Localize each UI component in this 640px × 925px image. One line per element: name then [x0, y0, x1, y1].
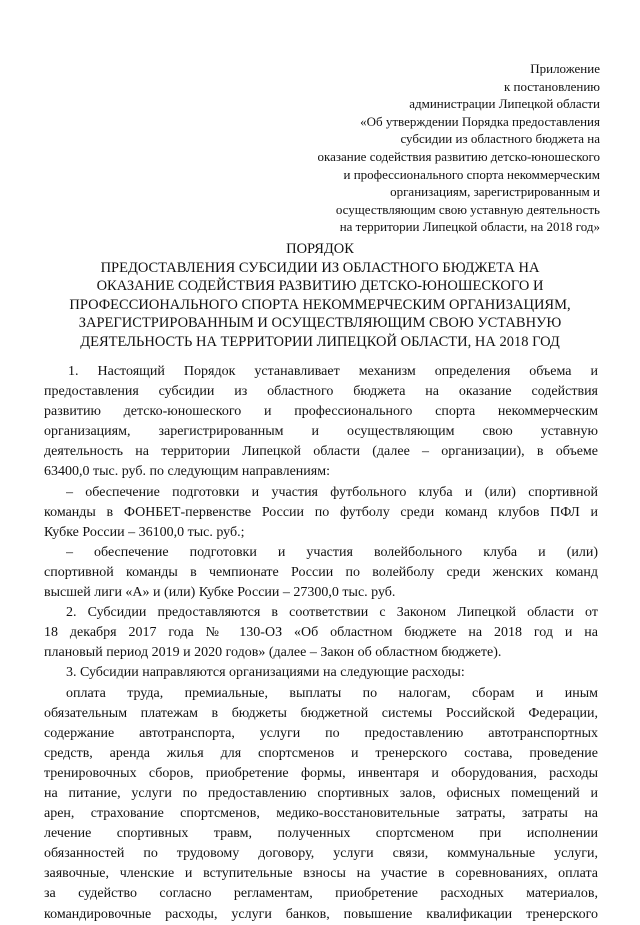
appendix-line: администрации Липецкой области	[409, 96, 600, 112]
body-line: – обеспечение подготовки и участия футбольного клуба и (или) спортивной	[66, 484, 598, 500]
title-line: ПОРЯДОК	[286, 241, 354, 257]
appendix-line: субсидии из областного бюджета на	[400, 131, 600, 147]
body-line: 3. Субсидии направляются организациями на следующие расходы:	[66, 665, 465, 681]
body-line: 1. Настоящий Порядок устанавливает механизм определения объема и	[68, 364, 598, 379]
body-line: лечение спортивных травм, полученных спортсменом при исполнении	[44, 826, 598, 842]
body-line: высшей лиги «А» и (или) Кубке России – 27300,0 тыс. руб.	[44, 585, 396, 601]
body-line: обязанностей по трудовому договору, услуги связи, коммунальные услуги,	[44, 846, 598, 862]
appendix-line: осуществляющим свою уставную деятельность	[335, 201, 600, 217]
appendix-line: организациям, зарегистрированным и	[390, 184, 600, 200]
appendix-line: на территории Липецкой области, на 2018 год»	[339, 219, 600, 235]
appendix-line: «Об утверждении Порядка предоставления	[360, 113, 600, 129]
body-line: плановый период 2019 и 2020 годов» (далее – Закон об областном бюджете).	[44, 645, 502, 661]
body-line: на питание, услуги по предоставлению спортивных залов, офисных помещений и	[44, 785, 598, 801]
title-line: ПРОФЕССИОНАЛЬНОГО СПОРТА НЕКОММЕРЧЕСКИМ ОРГАНИЗАЦИЯМ,	[69, 296, 571, 313]
body-line: арен, страхование спортсменов, медико-восстановительные затраты, затраты на	[44, 806, 598, 822]
body-line: 2. Субсидии предоставляются в соответствии с Законом Липецкой области от	[66, 605, 598, 621]
body-line: содержание автотранспорта, услуги по предоставлению автотранспортных	[44, 725, 598, 741]
title-line: ПРЕДОСТАВЛЕНИЯ СУБСИДИИ ИЗ ОБЛАСТНОГО БЮДЖЕТА НА	[100, 259, 540, 276]
title-line: ЗАРЕГИСТРИРОВАННЫМ И ОСУЩЕСТВЛЯЮЩИМ СВОЮ УСТАВНУЮ	[78, 315, 562, 332]
body-line: спортивной команды в чемпионате России по волейболу среди женских команд	[44, 564, 598, 580]
body-line: обязательным платежам в бюджеты бюджетной системы Российской Федерации,	[44, 705, 598, 721]
body-line: оплата труда, премиальные, выплаты по налогам, сборам и иным	[66, 685, 598, 701]
body-line: тренировочных сборов, приобретение формы, инвентаря и оборудования, расходы	[44, 765, 598, 781]
body-line: предоставления субсидии из областного бюджета на оказание содействия	[44, 384, 598, 400]
appendix-line: оказание содействия развитию детско-юношеского	[317, 148, 600, 164]
title-line: ОКАЗАНИЕ СОДЕЙСТВИЯ РАЗВИТИЮ ДЕТСКО-ЮНОШЕСКОГО И	[96, 278, 544, 295]
body-line: деятельность на территории Липецкой области (далее – организации), в объеме	[44, 444, 598, 460]
body-line: заявочные, членские и вступительные взносы на участие в соревнованиях, оплата	[44, 866, 598, 882]
body-line: команды в ФОНБЕТ-первенстве России по футболу среди команд клубов ПФЛ и	[44, 504, 598, 520]
appendix-line: Приложение	[530, 61, 600, 76]
appendix-line: и профессионального спорта некоммерческим	[343, 166, 600, 182]
appendix-line: к постановлению	[503, 78, 600, 94]
title-line: ДЕЯТЕЛЬНОСТЬ НА ТЕРРИТОРИИ ЛИПЕЦКОЙ ОБЛАСТИ, НА 2018 ГОД	[80, 333, 560, 350]
body-line: за судейство согласно регламентам, приобретение расходных материалов,	[44, 886, 598, 902]
body-line: средств, аренда жилья для спортсменов и тренерского состава, проведение	[44, 745, 598, 761]
document-body	[44, 362, 598, 925]
body-line: командировочные расходы, услуги банков, повышение квалификации тренерского	[44, 906, 598, 922]
body-line: – обеспечение подготовки и участия волейбольного клуба и (или)	[66, 544, 598, 560]
body-line: развитию детско-юношеского и профессионального спорта некоммерческим	[44, 404, 598, 420]
body-line: Кубке России – 36100,0 тыс. руб.;	[44, 524, 245, 540]
appendix-header	[240, 60, 600, 236]
body-line: 18 декабря 2017 года № 130-ОЗ «Об областном бюджете на 2018 год и на	[44, 625, 598, 641]
body-line: 63400,0 тыс. руб. по следующим направлениям:	[44, 464, 330, 480]
body-line: организациям, зарегистрированным и осуществляющим свою уставную	[44, 424, 598, 440]
document-title	[40, 240, 600, 352]
